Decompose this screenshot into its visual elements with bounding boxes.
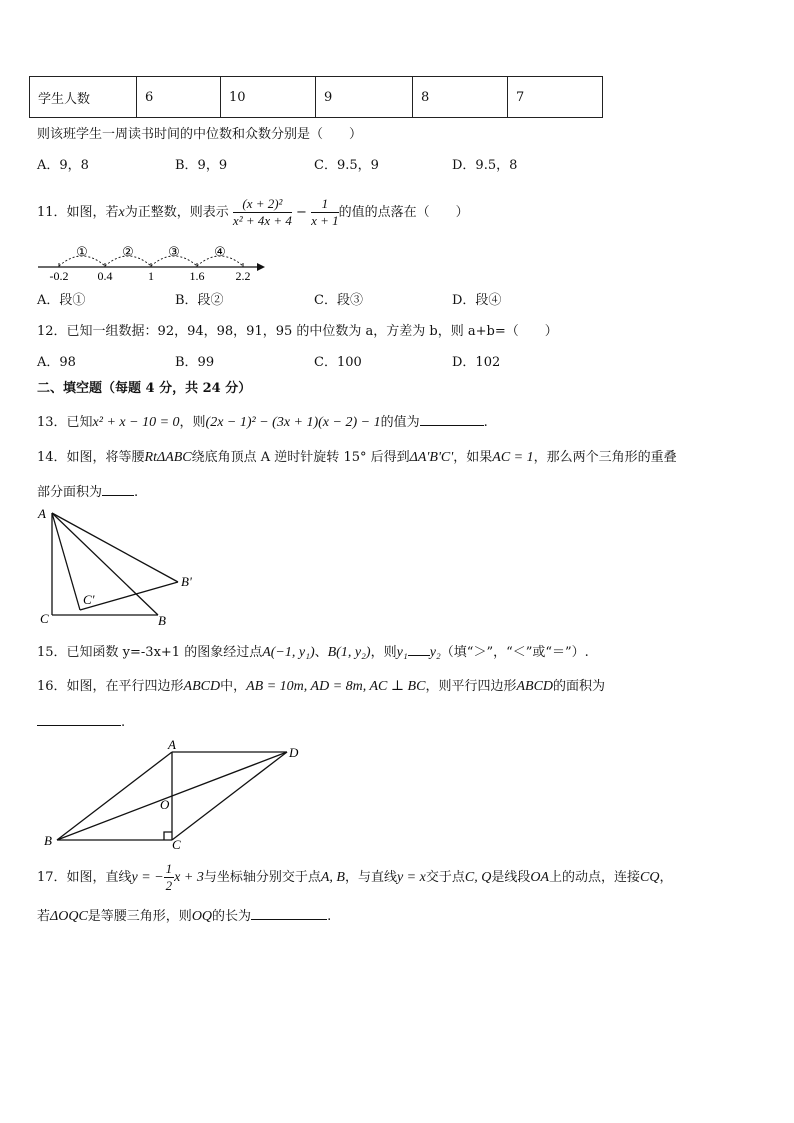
label-c-prime: C' [83, 592, 95, 607]
q11-fraction-1: $\frac{\text{(x + 2)²}}{\text{x² + 4x + 4}}$ [232, 196, 292, 228]
q16-stem: 16．如图，在平行四边形ABCD中，AB = 10m, AD = 8m, AC ⊥ BC，则平行四边形ABCD的面积为 [37, 679, 606, 694]
q15-stem: 15．已知函数 y=-3x+1 的图象经过点A(−1, y₁)、B(1, y₂)，则y₁ y₂（填“＞”，“＜”或“＝”）. [37, 641, 589, 662]
label-b: B [44, 833, 52, 848]
q11-option-a: A．段① [37, 293, 86, 308]
answer-blank[interactable] [251, 905, 327, 920]
answer-blank[interactable] [102, 481, 134, 496]
label-d: D [289, 745, 299, 760]
q16-figure [38, 737, 308, 852]
q10-option-c: C．9.5，9 [314, 158, 379, 173]
q14-figure [30, 503, 220, 628]
table-header-cell: 学生人数 [30, 77, 137, 118]
table-row [30, 77, 603, 118]
q11-mid: 为正整数，则表示 [124, 205, 229, 220]
q17-line1: 17．如图，直线y = − $\frac{1}{2}$ x + 3与坐标轴分别交于点A, B，与直线y = x交于点C, Q是线段OA上的动点，连接CQ， [37, 861, 673, 893]
data-table [29, 76, 603, 118]
label-a: A [38, 506, 46, 521]
q11-number-line [35, 240, 265, 284]
q11-suffix: 的值的点落在（ ） [338, 205, 469, 220]
tick-label: 2.2 [235, 269, 251, 283]
segment-label: ④ [214, 244, 226, 259]
q11-minus: − [296, 205, 307, 220]
q12-option-b: B．99 [175, 355, 215, 370]
label-b-prime: B' [181, 574, 192, 589]
q17-half-fraction: $\frac{1}{2}$ [165, 861, 173, 893]
q10-option-d: D．9.5，8 [452, 158, 518, 173]
q12-option-c: C．100 [314, 355, 362, 370]
q11-prefix: 11．如图，若 [37, 205, 119, 220]
label-c: C [172, 837, 181, 852]
q11-var-x: x [118, 205, 125, 220]
table-cell: 6 [137, 77, 221, 118]
q11-fraction-2: $\frac{1}{x + 1}$ [311, 196, 339, 228]
q12-option-d: D．102 [452, 355, 501, 370]
segment-label: ① [76, 244, 88, 259]
segment-label: ② [122, 244, 134, 259]
tick-label: 0.4 [97, 269, 113, 283]
q11-option-b: B．段② [175, 293, 224, 308]
table-cell: 10 [221, 77, 316, 118]
table-cell: 8 [413, 77, 508, 118]
tick-label: -0.2 [49, 269, 69, 283]
section-heading: 二、填空题（每题 4 分，共 24 分） [37, 381, 252, 396]
q14-line2: 部分面积为 . [37, 481, 138, 502]
q10-option-b: B．9，9 [175, 158, 228, 173]
q10-option-a: A．9，8 [37, 158, 89, 173]
q11-stem [37, 195, 469, 231]
q13-stem: 13．已知x² + x − 10 = 0，则(2x − 1)² − (3x + 1)(x − 2) − 1的值为 . [37, 411, 488, 432]
q16-answer-line: . [37, 711, 125, 732]
answer-blank[interactable] [408, 641, 430, 656]
answer-blank[interactable] [37, 711, 121, 726]
q10-stem: 则该班学生一周读书时间的中位数和众数分别是（ ） [37, 127, 363, 142]
label-c: C [40, 611, 49, 626]
q11-option-c: C．段③ [314, 293, 363, 308]
tick-label: 1.6 [189, 269, 205, 283]
label-b: B [158, 613, 166, 628]
q12-stem: 12．已知一组数据：92，94，98，91，95 的中位数为 a，方差为 b，则 a+b=（ ） [37, 324, 558, 339]
answer-blank[interactable] [420, 411, 484, 426]
segment-label: ③ [168, 244, 180, 259]
q11-option-d: D．段④ [452, 293, 502, 308]
label-a: A [168, 737, 176, 752]
table-cell: 9 [316, 77, 413, 118]
tick-label: 1 [148, 269, 154, 283]
q14-line1: 14．如图，将等腰RtΔABC绕底角顶点 A 逆时针旋转 15° 后得到ΔA'B'C'，如果AC = 1，那么两个三角形的重叠 [37, 450, 677, 465]
q17-line2: 若ΔOQC是等腰三角形，则OQ的长为 . [37, 905, 331, 926]
label-o: O [160, 797, 170, 812]
q12-option-a: A．98 [37, 355, 76, 370]
table-cell: 7 [508, 77, 603, 118]
